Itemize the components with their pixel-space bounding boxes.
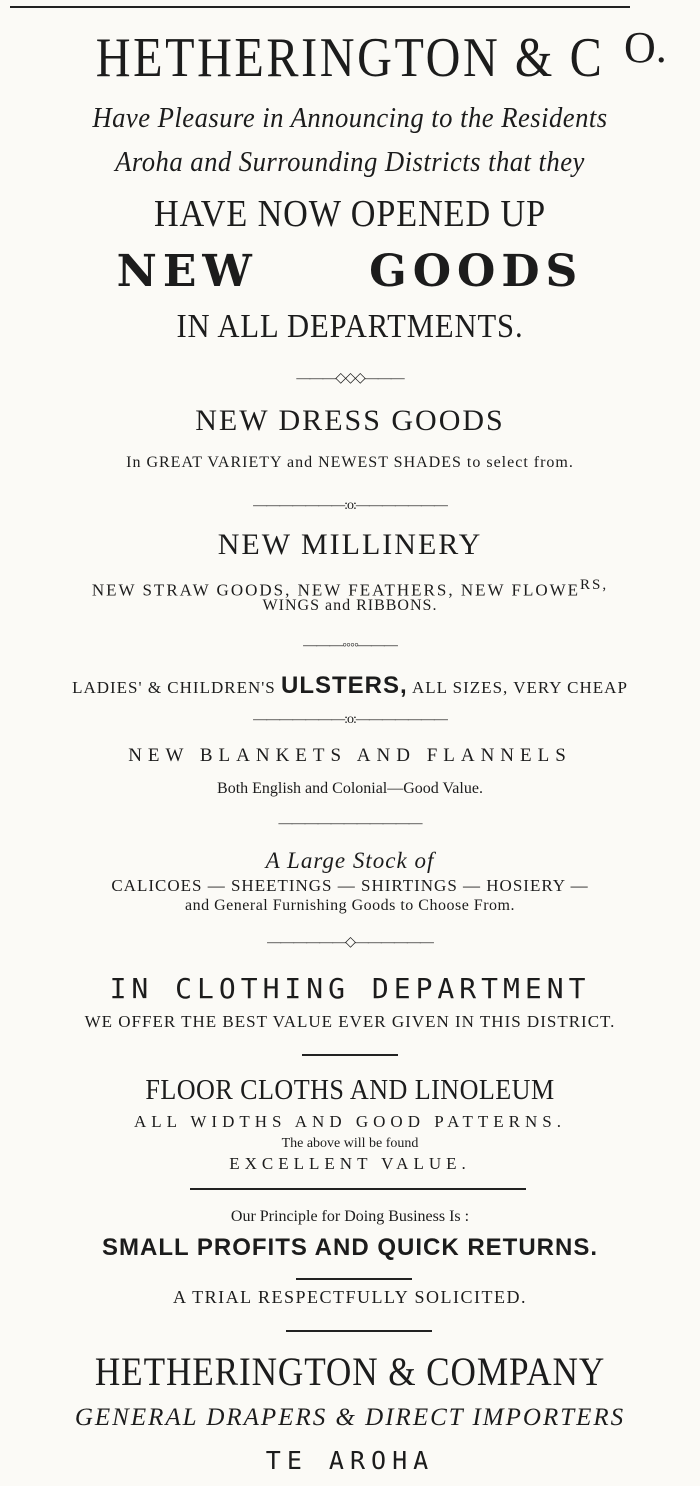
dress-goods-sub: In GREAT VARIETY and NEWEST SHADES to select from. xyxy=(126,454,574,471)
drapers-line: GENERAL DRAPERS & DIRECT IMPORTERS xyxy=(74,1404,626,1431)
title-corner: O. xyxy=(624,23,667,72)
company-name: HETHERINGTON & COMPANY xyxy=(94,1349,606,1394)
opened-heading: HAVE NOW OPENED UP xyxy=(153,193,547,235)
store-title: HETHERINGTON & C xyxy=(95,27,605,89)
ornament-wave: ———◇◇◇——— xyxy=(296,371,404,386)
principle-line: Our Principle for Doing Business Is : xyxy=(230,1208,470,1225)
stock-line-2: and General Furnishing Goods to Choose From. xyxy=(185,897,515,914)
trial-line: A TRIAL RESPECTFULLY SOLICITED. xyxy=(172,1287,528,1307)
new-goods-banner xyxy=(0,246,700,297)
millinery-sub-1-tail: RS, xyxy=(580,577,609,593)
floor-heading: FLOOR CLOTHS AND LINOLEUM xyxy=(145,1074,555,1106)
ornament-diamond: ——————◇—————— xyxy=(267,935,433,950)
goods-word: GOODS xyxy=(369,246,584,297)
ulsters-line xyxy=(0,672,700,700)
blankets-sub: Both English and Colonial—Good Value. xyxy=(217,780,483,797)
ulsters-word: ULSTERS, xyxy=(281,672,408,699)
ornament-colon-2: ———————:o:——————— xyxy=(253,712,447,727)
ulsters-pre: LADIES' & CHILDREN'S xyxy=(72,678,276,697)
ornament-colon-1: ———————:o:——————— xyxy=(253,498,447,513)
floor-sub-3: EXCELLENT VALUE. xyxy=(229,1154,471,1173)
millinery-sub-2: WINGS and RIBBONS. xyxy=(262,597,438,614)
ornament-dots: ———◦◦◦◦——— xyxy=(303,638,397,653)
rule-4 xyxy=(286,1330,432,1332)
millinery-sub-1-text: NEW STRAW GOODS, NEW FEATHERS, NEW FLOWE xyxy=(91,580,581,600)
top-rule xyxy=(10,6,630,8)
rule-2 xyxy=(190,1188,526,1190)
intro-line-2: Aroha and Surrounding Districts that they xyxy=(115,146,585,178)
dress-goods-heading: NEW DRESS GOODS xyxy=(195,404,505,437)
stock-heading: A Large Stock of xyxy=(265,848,435,873)
floor-sub-2: The above will be found xyxy=(281,1136,419,1151)
ornament-plain-1: ——————————— xyxy=(278,816,422,831)
clothing-heading: IN CLOTHING DEPARTMENT xyxy=(109,972,591,1005)
stock-line-1: CALICOES — SHEETINGS — SHIRTINGS — HOSIERY — xyxy=(111,876,589,895)
blankets-heading: NEW BLANKETS AND FLANNELS xyxy=(128,745,572,766)
floor-sub-1: ALL WIDTHS AND GOOD PATTERNS. xyxy=(134,1112,566,1131)
profits-line: SMALL PROFITS AND QUICK RETURNS. xyxy=(101,1234,598,1261)
millinery-heading: NEW MILLINERY xyxy=(217,528,483,561)
place-name: TE AROHA xyxy=(265,1446,435,1475)
new-word: NEW xyxy=(116,246,258,297)
intro-line-1: Have Pleasure in Announcing to the Residents xyxy=(92,102,608,134)
ulsters-post: ALL SIZES, VERY CHEAP xyxy=(412,678,628,697)
clothing-sub: WE OFFER THE BEST VALUE EVER GIVEN IN THIS DISTRICT. xyxy=(84,1012,616,1031)
departments-heading: IN ALL DEPARTMENTS. xyxy=(176,308,524,345)
rule-3 xyxy=(296,1278,412,1280)
rule-1 xyxy=(302,1054,398,1056)
